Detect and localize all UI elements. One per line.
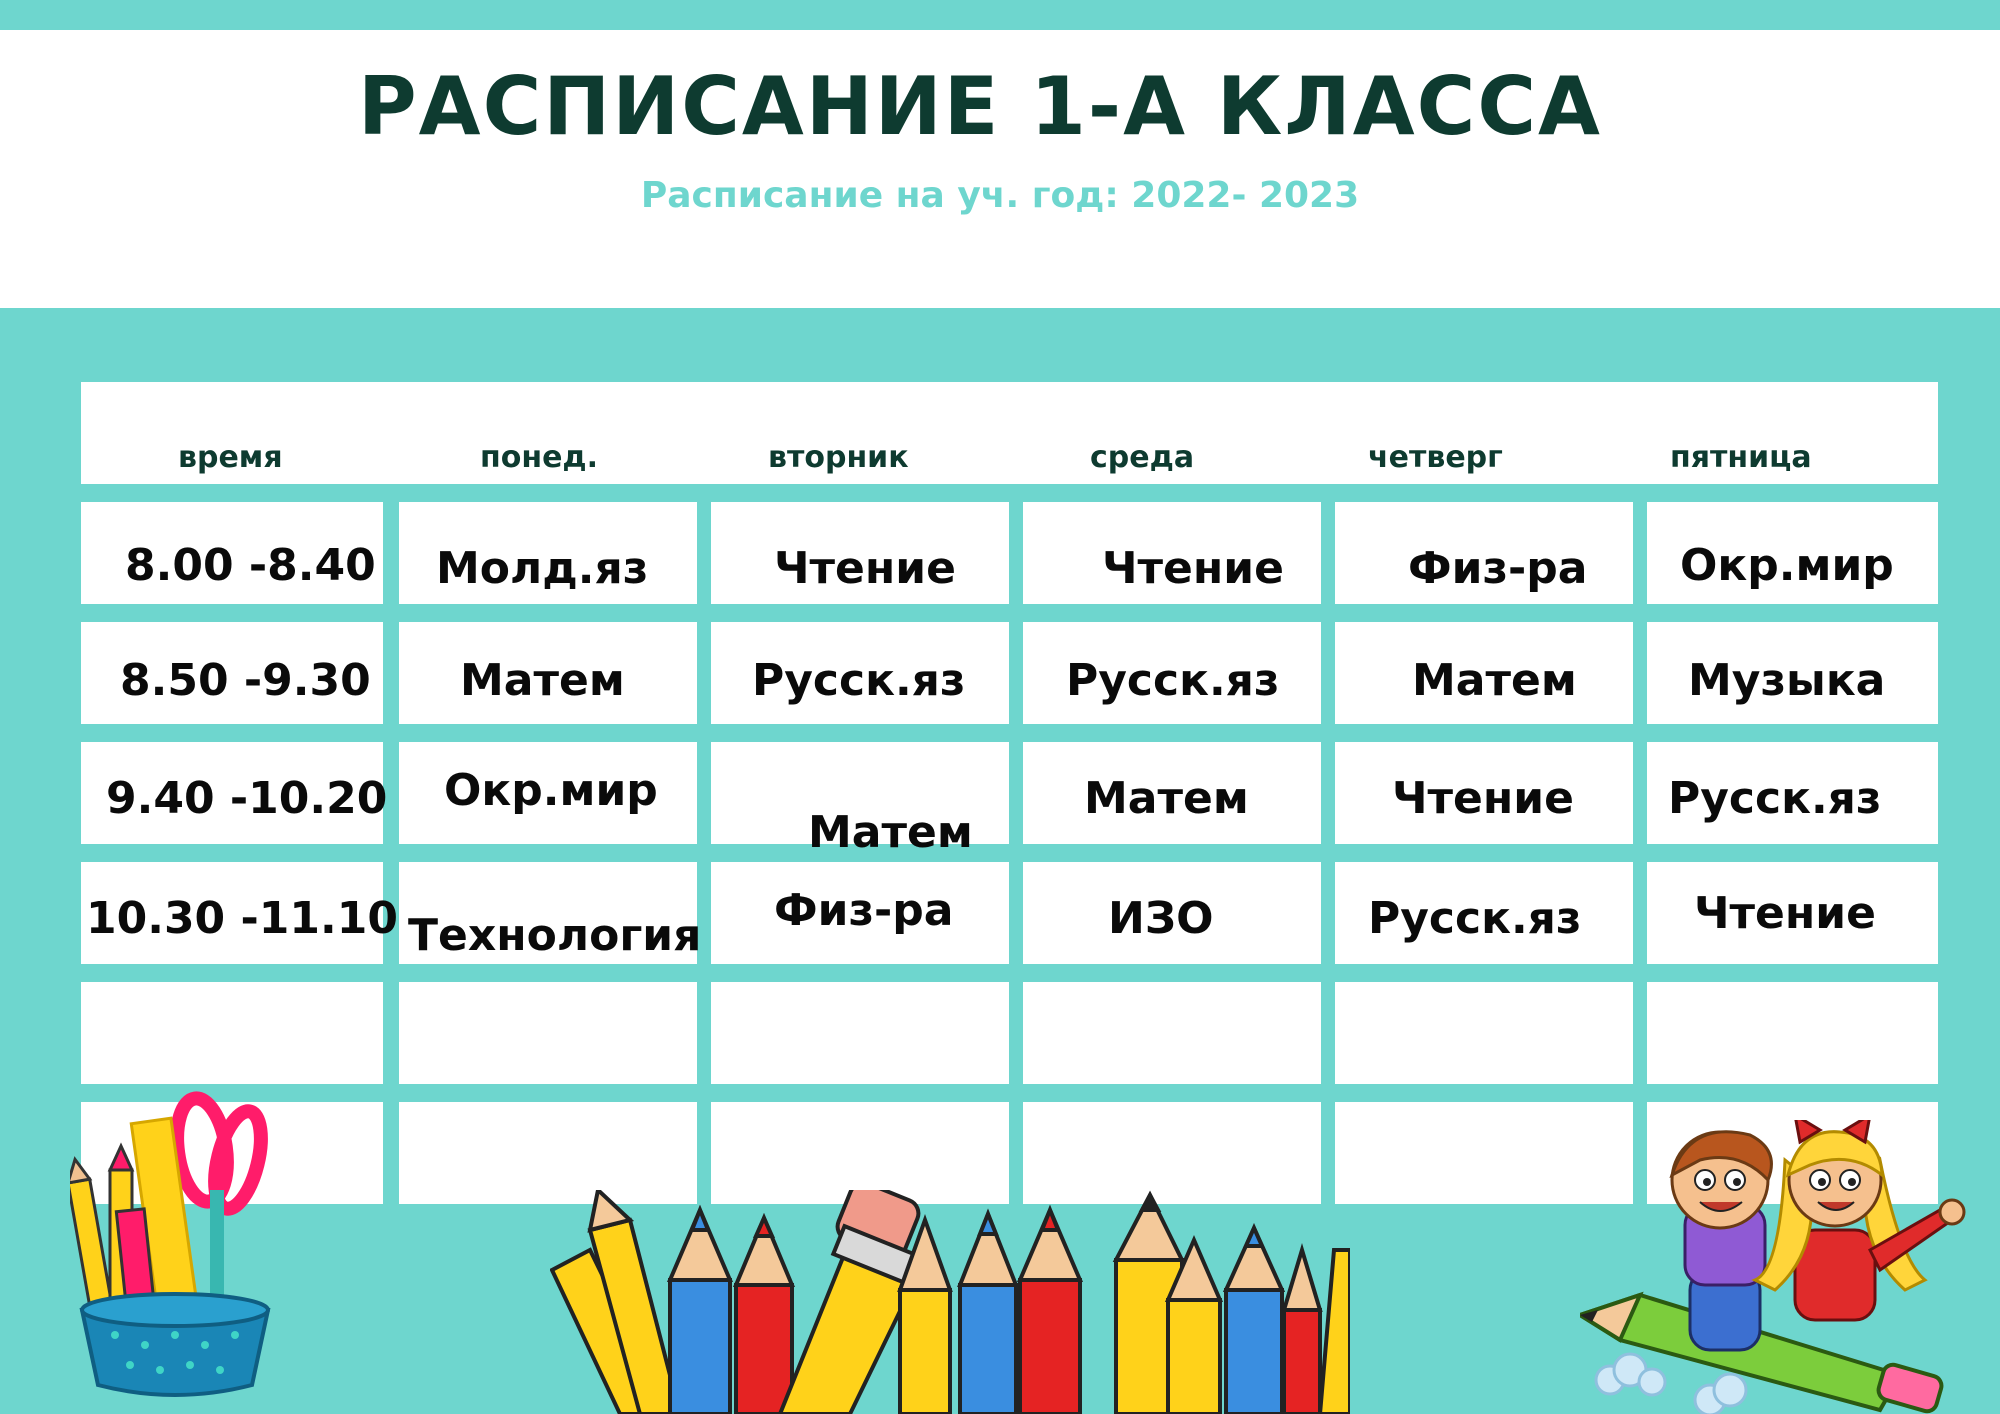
cell-lesson: Русск.яз bbox=[752, 655, 966, 706]
colored-pencils-icon bbox=[550, 1190, 1350, 1414]
table-cell bbox=[1023, 982, 1321, 1084]
table-cell bbox=[711, 1102, 1009, 1204]
header-wednesday: среда bbox=[1090, 440, 1195, 475]
cell-lesson: Окр.мир bbox=[444, 765, 658, 816]
table-cell bbox=[711, 982, 1009, 1084]
cell-time: 8.50 -9.30 bbox=[120, 655, 371, 706]
cell-lesson: Молд.яз bbox=[436, 543, 649, 594]
pencil-cup-icon bbox=[70, 1080, 280, 1400]
header-friday: пятница bbox=[1670, 440, 1812, 475]
cell-lesson: Матем bbox=[1412, 655, 1577, 706]
cell-lesson: Физ-ра bbox=[774, 885, 954, 936]
cell-time: 9.40 -10.20 bbox=[106, 773, 388, 824]
header-time: время bbox=[178, 440, 283, 475]
top-stripe bbox=[0, 0, 2000, 30]
table-cell bbox=[1335, 982, 1633, 1084]
table-cell bbox=[399, 982, 697, 1084]
cell-lesson: Технология bbox=[408, 910, 702, 961]
cell-lesson: Русск.яз bbox=[1668, 773, 1882, 824]
table-cell bbox=[1647, 982, 1938, 1084]
cell-lesson: Окр.мир bbox=[1680, 540, 1894, 591]
cell-time: 8.00 -8.40 bbox=[125, 540, 376, 591]
cell-lesson: Чтение bbox=[774, 543, 956, 594]
cell-lesson: Русск.яз bbox=[1368, 893, 1582, 944]
table-header-row bbox=[81, 382, 1938, 484]
kids-on-pencil-icon bbox=[1580, 1120, 1990, 1414]
cell-lesson: Чтение bbox=[1694, 888, 1876, 939]
header-tuesday: вторник bbox=[768, 440, 909, 475]
header-thursday: четверг bbox=[1368, 440, 1503, 475]
cell-lesson: Чтение bbox=[1102, 543, 1284, 594]
table-cell bbox=[399, 1102, 697, 1204]
cell-lesson: Матем bbox=[460, 655, 625, 706]
header-monday: понед. bbox=[480, 440, 599, 475]
cell-lesson: Музыка bbox=[1688, 655, 1886, 706]
cell-lesson: Матем bbox=[808, 807, 973, 858]
cell-lesson: ИЗО bbox=[1108, 893, 1214, 944]
page-subtitle: Расписание на уч. год: 2022- 2023 bbox=[640, 175, 1360, 216]
cell-lesson: Матем bbox=[1084, 773, 1249, 824]
cell-lesson: Физ-ра bbox=[1408, 543, 1588, 594]
cell-lesson: Чтение bbox=[1392, 773, 1574, 824]
table-cell bbox=[1023, 1102, 1321, 1204]
table-cell bbox=[81, 982, 383, 1084]
cell-time: 10.30 -11.10 bbox=[86, 893, 398, 944]
page-title: РАСПИСАНИЕ 1-А КЛАССА bbox=[358, 60, 1602, 153]
cell-lesson: Русск.яз bbox=[1066, 655, 1280, 706]
